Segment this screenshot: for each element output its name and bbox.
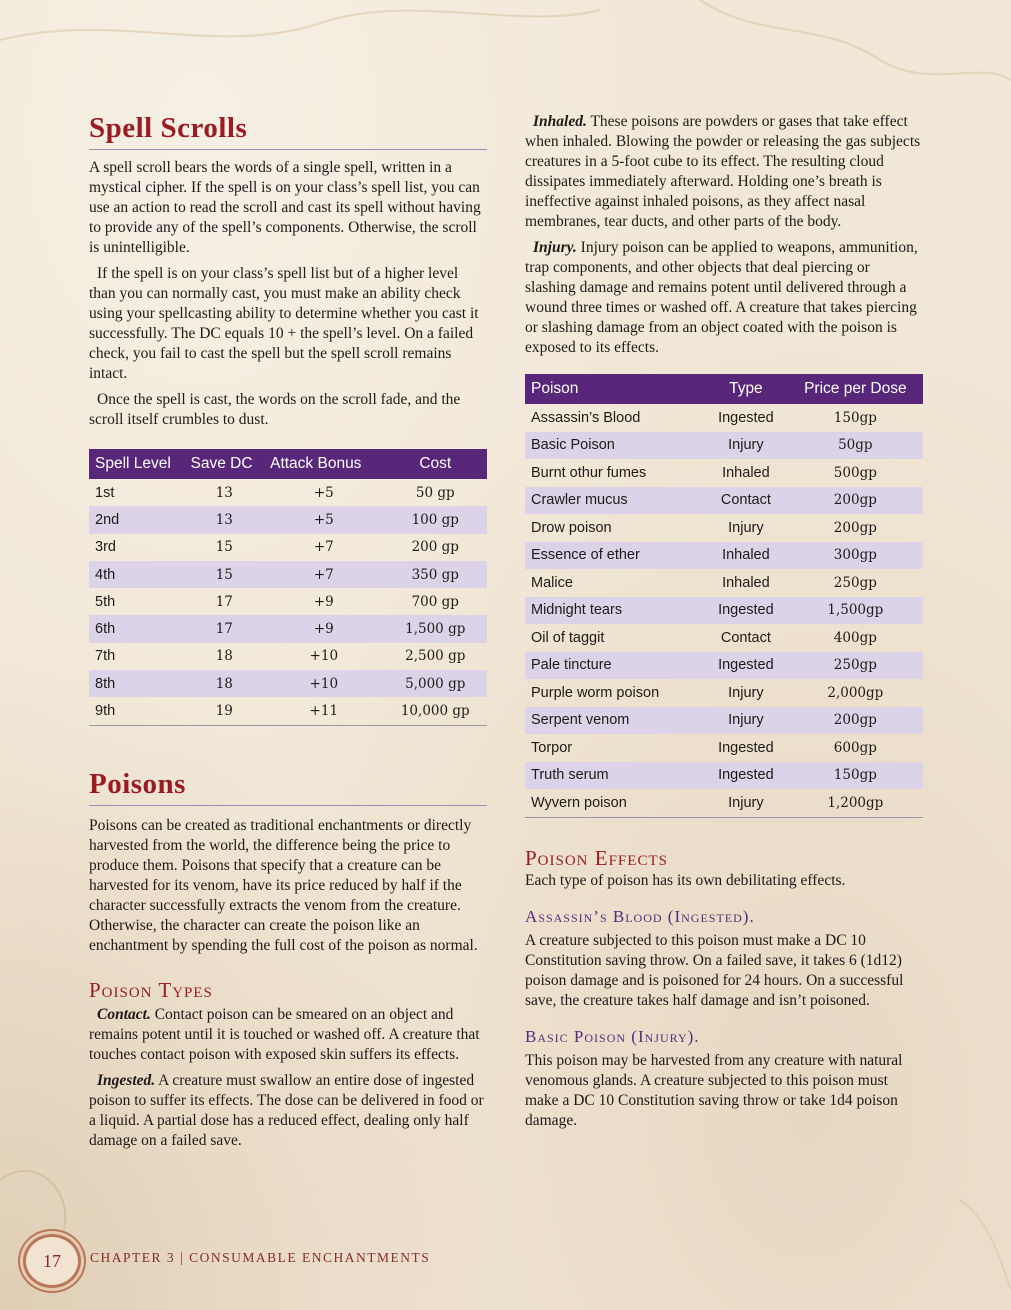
table-row (89, 506, 487, 533)
attack-bonus-cell: +10 (264, 670, 383, 697)
cost-cell: 350 gp (384, 561, 488, 588)
page-number-badge (23, 1234, 81, 1288)
save-dc-cell: 17 (185, 615, 265, 642)
poison-type-cell: Ingested (704, 652, 788, 680)
assassins-blood-heading: Assassin’s Blood (Ingested). (525, 906, 755, 926)
poison-type-cell: Ingested (718, 739, 774, 756)
attack-bonus-cell: +5 (264, 506, 383, 533)
poison-name-cell: Midnight tears (525, 597, 704, 625)
poison-type-cell: Contact (720, 629, 771, 646)
basic-poison-heading: Basic Poison (Injury). (525, 1026, 700, 1046)
poison-price-cell: 200gp (788, 707, 923, 735)
injury-lead: Injury. (533, 239, 577, 256)
poison-name-cell: Basic Poison (525, 432, 704, 460)
poison-price-cell: 200gp (833, 519, 877, 536)
table-row (525, 597, 923, 625)
poison-price-cell: 250gp (788, 652, 923, 680)
poison-price-cell: 150gp (833, 409, 877, 426)
table-row (89, 561, 487, 588)
spell-scrolls-heading: Spell Scrolls (89, 112, 487, 150)
ingested-text: A creature must swallow an entire dose of ingested poison to suffer its effects. The dose can be delivered in food or a liquid. A partial dose has a reduced effect, dealing only half damage on a failed save. (89, 1071, 484, 1149)
poison-name-cell: Burnt othur fumes (531, 464, 647, 481)
column-header-poison: Poison (525, 374, 704, 404)
table-row (89, 643, 487, 670)
poison-price-cell: 250gp (833, 574, 877, 591)
attack-bonus-cell: +11 (309, 703, 339, 720)
spell-level-cell: 4th (89, 561, 185, 588)
attack-bonus-cell: +10 (309, 648, 339, 665)
table-row (525, 624, 923, 652)
save-dc-cell: 13 (215, 484, 233, 501)
table-row (525, 542, 923, 570)
cost-cell: 10,000 gp (400, 703, 470, 720)
table-row (89, 615, 487, 642)
left-column (89, 112, 487, 1151)
poison-price-cell: 200gp (788, 487, 923, 515)
poison-name-cell: Wyvern poison (531, 794, 627, 811)
table-row (89, 697, 487, 725)
poison-effects-intro: Each type of poison has its own debilitating effects. (525, 871, 846, 889)
cost-cell: 100 gp (384, 506, 488, 533)
contact-text: Contact poison can be smeared on an object and remains potent until it is touched or washed off. A creature that touches contact poison with exposed skin suffers its effects. (89, 1005, 480, 1063)
spell-level-cell: 9th (95, 703, 116, 720)
table-row (525, 514, 923, 542)
poison-price-cell: 150gp (788, 762, 923, 790)
poison-type-cell: Ingested (704, 762, 788, 790)
poison-type-cell: Injury (728, 794, 764, 811)
table-row (89, 670, 487, 697)
poison-price-cell: 300gp (788, 542, 923, 570)
column-header-save-dc: Save DC (185, 449, 265, 479)
cost-cell: 200 gp (411, 539, 459, 556)
poison-price-cell: 50gp (788, 432, 923, 460)
spell-scroll-table (89, 449, 487, 726)
save-dc-cell: 19 (215, 703, 233, 720)
spell-scrolls-paragraph: Once the spell is cast, the words on the scroll fade, and the scroll itself crumbles to dust. (89, 391, 461, 428)
poison-type-cell: Injury (728, 684, 764, 701)
table-row (525, 487, 923, 515)
cost-cell: 5,000 gp (384, 670, 488, 697)
column-header-type: Type (704, 374, 788, 404)
save-dc-cell: 18 (185, 670, 265, 697)
poison-name-cell: Serpent venom (525, 707, 704, 735)
spell-level-cell: 1st (95, 484, 115, 501)
poison-name-cell: Purple worm poison (531, 684, 660, 701)
poison-name-cell: Oil of taggit (531, 629, 605, 646)
poison-price-cell: 2,000gp (827, 684, 884, 701)
save-dc-cell: 15 (215, 539, 233, 556)
table-row (525, 404, 923, 432)
poison-type-cell: Inhaled (722, 574, 770, 591)
table-row (525, 569, 923, 597)
cost-cell: 50 gp (415, 484, 455, 501)
save-dc-cell: 13 (185, 506, 265, 533)
spell-scrolls-paragraph: If the spell is on your class’s spell list but of a higher level than you can normally cast, you must make an ability check using your spellcasting ability to determine whether you cast it successfully. The DC equals 10 + the spell’s level. On a failed check, you fail to cast the spell but the spell scroll remains intact. (89, 265, 479, 382)
table-row (89, 588, 487, 615)
chapter-footer: CHAPTER 3 | CONSUMABLE ENCHANTMENTS (90, 1250, 431, 1265)
attack-bonus-cell: +5 (313, 484, 334, 501)
poisons-paragraph: Poisons can be created as traditional enchantments or directly harvested from the world, the difference being the price to produce them. Poisons that specify that a creature can be harvested for its venom, have its price reduced by half if the character successfully extracts the venom from the creature. Otherwise, the character can create the poison like an enchantment by spending the full cost of the poison as normal. (89, 816, 478, 954)
ingested-paragraph (89, 1071, 487, 1151)
injury-paragraph (525, 238, 923, 358)
spell-level-cell: 2nd (89, 506, 185, 533)
inhaled-paragraph (525, 112, 923, 232)
poison-price-cell: 1,500gp (788, 597, 923, 625)
injury-text: Injury poison can be applied to weapons, ammunition, trap components, and other objects that deal piercing or slashing damage and remains potent until delivered through a wound three times or washed off. A creature that takes piercing or slashing damage from an object coated with the poison is exposed to its effects. (525, 239, 918, 356)
poison-type-cell: Injury (704, 432, 788, 460)
poison-price-cell: 1,200gp (827, 794, 884, 811)
save-dc-cell: 15 (185, 561, 265, 588)
cost-cell: 1,500 gp (384, 615, 488, 642)
poisons-heading: Poisons (89, 768, 487, 806)
table-row (525, 679, 923, 707)
attack-bonus-cell: +9 (313, 593, 334, 610)
table-row (525, 734, 923, 762)
poison-type-cell: Injury (728, 519, 764, 536)
table-row (525, 707, 923, 735)
assassins-blood-text: A creature subjected to this poison must make a DC 10 Constitution saving throw. On a failed save, it takes 6 (1d12) poison damage and is poisoned for 24 hours. On a successful save, the creature takes half damage and isn’t poisoned. (525, 931, 904, 1009)
table-header-row (525, 374, 923, 404)
attack-bonus-cell: +7 (264, 561, 383, 588)
poison-type-cell: Inhaled (704, 542, 788, 570)
spell-level-cell: 6th (89, 615, 185, 642)
save-dc-cell: 17 (215, 593, 233, 610)
poison-name-cell: Torpor (531, 739, 573, 756)
poison-name-cell: Pale tincture (525, 652, 704, 680)
poison-type-cell: Ingested (718, 409, 774, 426)
save-dc-cell: 18 (215, 648, 233, 665)
ingested-lead: Ingested. (97, 1071, 156, 1089)
spell-level-cell: 8th (89, 670, 185, 697)
table-row (525, 789, 923, 817)
table-row (525, 459, 923, 487)
contact-paragraph (89, 1005, 487, 1065)
table-header-row (89, 449, 487, 479)
cost-cell: 2,500 gp (405, 648, 466, 665)
basic-poison-text: This poison may be harvested from any creature with natural venomous glands. A creature subjected to this poison must make a DC 10 Constitution saving throw or take 1d4 poison damage. (525, 1051, 903, 1129)
spell-scrolls-paragraph: A spell scroll bears the words of a single spell, written in a mystical cipher. If the spell is on your class’s spell list, you can use an action to read the scroll and cast its spell without having to provide any of the spell’s components. Otherwise, the scroll is unintelligible. (89, 159, 481, 256)
spell-level-cell: 7th (95, 648, 116, 665)
table-row (525, 762, 923, 790)
poison-price-cell: 600gp (833, 739, 877, 756)
poison-name-cell: Truth serum (525, 762, 704, 790)
poison-type-cell: Ingested (704, 597, 788, 625)
column-header-price-per-dose: Price per Dose (788, 374, 923, 404)
inhaled-text: These poisons are powders or gases that take effect when inhaled. Blowing the powder or releasing the gas subjects creatures in a 5-foot cube to its effect. The resulting cloud dissipates immediately afterward. Holding one’s breath is ineffective against inhaled poisons, as they affect nasal membranes, tear ducts, and other parts of the body. (525, 113, 921, 230)
poison-effects-heading: Poison Effects (525, 845, 668, 870)
inhaled-lead: Inhaled. (533, 113, 587, 130)
attack-bonus-cell: +7 (313, 539, 334, 556)
page-number: 17 (43, 1250, 61, 1271)
poison-type-cell: Inhaled (722, 464, 770, 481)
table-row (89, 479, 487, 506)
poison-types-heading: Poison Types (89, 977, 213, 1002)
spell-level-cell: 5th (95, 593, 116, 610)
spell-level-cell: 3rd (95, 539, 116, 556)
table-row (89, 534, 487, 561)
column-header-spell-level: Spell Level (89, 449, 185, 479)
attack-bonus-cell: +9 (264, 615, 383, 642)
poison-price-cell: 400gp (833, 629, 877, 646)
poison-type-cell: Injury (704, 707, 788, 735)
poison-type-cell: Contact (704, 487, 788, 515)
table-row (525, 432, 923, 460)
column-header-cost: Cost (384, 449, 488, 479)
contact-lead: Contact. (97, 1005, 151, 1023)
poison-name-cell: Drow poison (531, 519, 612, 536)
right-column (525, 112, 923, 1131)
cost-cell: 700 gp (411, 593, 459, 610)
poison-name-cell: Crawler mucus (525, 487, 704, 515)
poison-name-cell: Malice (531, 574, 573, 591)
column-header-attack-bonus: Attack Bonus (264, 449, 383, 479)
poison-name-cell: Assassin’s Blood (531, 409, 641, 426)
poison-price-table (525, 374, 923, 818)
poison-name-cell: Essence of ether (525, 542, 704, 570)
table-row (525, 652, 923, 680)
poison-price-cell: 500gp (833, 464, 877, 481)
